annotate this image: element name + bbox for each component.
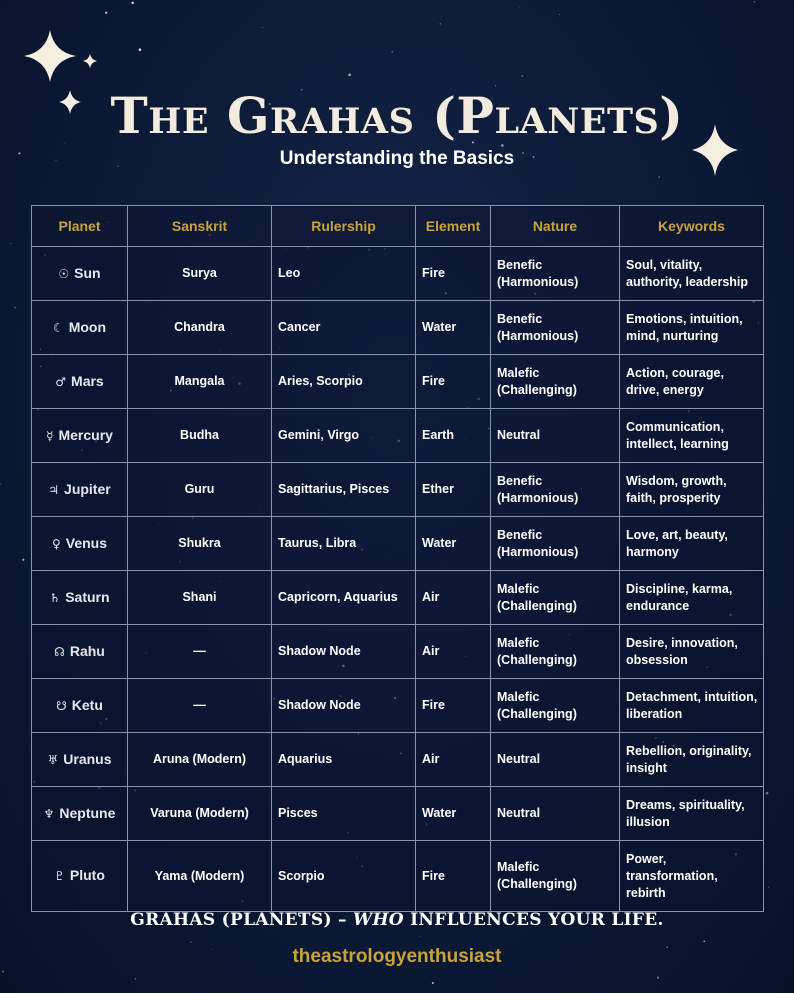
cell-keywords: Detachment, intuition, liberation bbox=[620, 679, 764, 733]
planet-symbol-icon: ♂ bbox=[55, 374, 67, 389]
sparkle-icon bbox=[24, 30, 76, 82]
star-dot bbox=[440, 23, 441, 24]
cell-nature: Malefic (Challenging) bbox=[491, 571, 620, 625]
star-dot bbox=[392, 51, 393, 52]
cell-keywords: Communication, intellect, learning bbox=[620, 409, 764, 463]
cell-rulership: Sagittarius, Pisces bbox=[272, 463, 416, 517]
star-dot bbox=[10, 243, 11, 244]
cell-sanskrit: — bbox=[128, 679, 272, 733]
planet-name: Mars bbox=[71, 372, 104, 389]
planet-name: Jupiter bbox=[64, 480, 111, 497]
cell-nature: Malefic (Challenging) bbox=[491, 841, 620, 912]
cell-planet bbox=[32, 679, 128, 733]
page-title: The Grahas (Planets) bbox=[110, 86, 684, 145]
brand-handle: theastrologyenthusiast bbox=[292, 946, 502, 967]
star-dot bbox=[703, 941, 704, 942]
star-dot bbox=[768, 887, 769, 888]
table-row bbox=[32, 841, 764, 912]
cell-keywords: Love, art, beauty, harmony bbox=[620, 517, 764, 571]
cell-keywords: Dreams, spirituality, illusion bbox=[620, 787, 764, 841]
cell-sanskrit: Yama (Modern) bbox=[128, 841, 272, 912]
table-row bbox=[32, 247, 764, 301]
cell-planet bbox=[32, 733, 128, 787]
cell-element: Water bbox=[416, 517, 491, 571]
cell-planet bbox=[32, 625, 128, 679]
table-row bbox=[32, 463, 764, 517]
cell-sanskrit: Surya bbox=[128, 247, 272, 301]
cell-planet bbox=[32, 841, 128, 912]
star-dot bbox=[0, 483, 1, 485]
cell-nature: Benefic (Harmonious) bbox=[491, 247, 620, 301]
cell-element: Fire bbox=[416, 679, 491, 733]
planet-symbol-icon: ♆ bbox=[43, 806, 55, 821]
table-row bbox=[32, 787, 764, 841]
star-dot bbox=[134, 37, 135, 38]
column-header-planet: Planet bbox=[32, 206, 128, 247]
table-row bbox=[32, 301, 764, 355]
planet-name: Saturn bbox=[65, 588, 110, 605]
cell-nature: Benefic (Harmonious) bbox=[491, 301, 620, 355]
cell-planet bbox=[32, 301, 128, 355]
planet-symbol-icon: ♅ bbox=[47, 752, 59, 767]
cell-nature: Benefic (Harmonious) bbox=[491, 517, 620, 571]
cell-sanskrit: Guru bbox=[128, 463, 272, 517]
table-row bbox=[32, 571, 764, 625]
planet-name: Rahu bbox=[69, 642, 105, 659]
cell-keywords: Action, courage, drive, energy bbox=[620, 355, 764, 409]
cell-element: Fire bbox=[416, 247, 491, 301]
planet-name: Uranus bbox=[63, 750, 112, 767]
planet-symbol-icon: ♇ bbox=[54, 869, 65, 883]
cell-rulership: Scorpio bbox=[272, 841, 416, 912]
star-dot bbox=[521, 75, 523, 77]
planet-name: Moon bbox=[68, 318, 107, 335]
cell-rulership: Pisces bbox=[272, 787, 416, 841]
cell-planet bbox=[32, 571, 128, 625]
cell-rulership: Taurus, Libra bbox=[272, 517, 416, 571]
sparkle-icon bbox=[83, 54, 97, 68]
star-dot bbox=[139, 48, 142, 51]
cell-planet bbox=[32, 517, 128, 571]
cell-keywords: Wisdom, growth, faith, prosperity bbox=[620, 463, 764, 517]
planet-symbol-icon: ♄ bbox=[49, 590, 61, 605]
cell-keywords: Discipline, karma, endurance bbox=[620, 571, 764, 625]
cell-rulership: Cancer bbox=[272, 301, 416, 355]
cell-nature: Malefic (Challenging) bbox=[491, 625, 620, 679]
cell-sanskrit: Varuna (Modern) bbox=[128, 787, 272, 841]
planet-symbol-icon: ☿ bbox=[46, 428, 54, 443]
cell-element: Air bbox=[416, 625, 491, 679]
cell-sanskrit: Mangala bbox=[128, 355, 272, 409]
column-header-nature: Nature bbox=[491, 206, 620, 247]
star-dot bbox=[14, 307, 16, 309]
planet-name: Ketu bbox=[71, 696, 103, 713]
cell-rulership: Gemini, Virgo bbox=[272, 409, 416, 463]
star-dot bbox=[766, 792, 769, 795]
star-dot bbox=[559, 14, 560, 15]
grahas-table-container bbox=[31, 205, 763, 912]
cell-nature: Neutral bbox=[491, 409, 620, 463]
star-dot bbox=[105, 12, 107, 14]
planet-name: Venus bbox=[65, 534, 108, 551]
table-row bbox=[32, 679, 764, 733]
star-dot bbox=[754, 1, 755, 2]
star-dot bbox=[190, 942, 191, 943]
column-header-element: Element bbox=[416, 206, 491, 247]
table-row bbox=[32, 733, 764, 787]
cell-planet bbox=[32, 355, 128, 409]
star-dot bbox=[22, 559, 24, 561]
footer-tagline bbox=[0, 910, 794, 930]
cell-rulership: Aries, Scorpio bbox=[272, 355, 416, 409]
cell-sanskrit: — bbox=[128, 625, 272, 679]
table-row bbox=[32, 625, 764, 679]
cell-nature: Malefic (Challenging) bbox=[491, 679, 620, 733]
cell-planet bbox=[32, 409, 128, 463]
star-dot bbox=[348, 74, 351, 77]
cell-element: Air bbox=[416, 571, 491, 625]
cell-element: Water bbox=[416, 301, 491, 355]
star-dot bbox=[419, 936, 420, 937]
star-dot bbox=[262, 27, 263, 28]
cell-nature: Neutral bbox=[491, 787, 620, 841]
cell-nature: Benefic (Harmonious) bbox=[491, 463, 620, 517]
footer-emphasis: WHO bbox=[353, 910, 404, 930]
footer-rest: INFLUENCES YOUR LIFE. bbox=[410, 910, 664, 930]
cell-element: Fire bbox=[416, 841, 491, 912]
planet-name: Mercury bbox=[58, 426, 113, 443]
planet-symbol-icon: ☊ bbox=[54, 644, 65, 659]
cell-element: Earth bbox=[416, 409, 491, 463]
cell-sanskrit: Shukra bbox=[128, 517, 272, 571]
table-row bbox=[32, 409, 764, 463]
cell-rulership: Shadow Node bbox=[272, 625, 416, 679]
cell-keywords: Desire, innovation, obsession bbox=[620, 625, 764, 679]
column-header-keywords: Keywords bbox=[620, 206, 764, 247]
star-dot bbox=[2, 971, 4, 973]
cell-rulership: Leo bbox=[272, 247, 416, 301]
planet-symbol-icon: ☾ bbox=[52, 320, 64, 335]
column-header-sanskrit: Sanskrit bbox=[128, 206, 272, 247]
star-dot bbox=[657, 976, 659, 978]
table-row bbox=[32, 355, 764, 409]
table-header-row bbox=[32, 206, 764, 247]
column-header-rulership: Rulership bbox=[272, 206, 416, 247]
cell-element: Ether bbox=[416, 463, 491, 517]
planet-name: Sun bbox=[74, 264, 101, 281]
cell-sanskrit: Chandra bbox=[128, 301, 272, 355]
cell-nature: Neutral bbox=[491, 733, 620, 787]
cell-element: Water bbox=[416, 787, 491, 841]
cell-sanskrit: Shani bbox=[128, 571, 272, 625]
cell-rulership: Aquarius bbox=[272, 733, 416, 787]
cell-nature: Malefic (Challenging) bbox=[491, 355, 620, 409]
table-body bbox=[32, 247, 764, 912]
star-dot bbox=[233, 991, 234, 992]
cell-keywords: Soul, vitality, authority, leadership bbox=[620, 247, 764, 301]
table-row bbox=[32, 517, 764, 571]
cell-rulership: Shadow Node bbox=[272, 679, 416, 733]
cell-sanskrit: Aruna (Modern) bbox=[128, 733, 272, 787]
cell-element: Fire bbox=[416, 355, 491, 409]
star-dot bbox=[131, 2, 133, 4]
cell-planet bbox=[32, 787, 128, 841]
page-subtitle: Understanding the Basics bbox=[279, 148, 515, 169]
planet-symbol-icon: ☉ bbox=[58, 266, 70, 281]
planet-name: Neptune bbox=[59, 804, 116, 821]
footer-lead: GRAHAS (PLANETS) – bbox=[130, 910, 347, 930]
cell-rulership: Capricorn, Aquarius bbox=[272, 571, 416, 625]
cell-keywords: Power, transformation, rebirth bbox=[620, 841, 764, 912]
grahas-table bbox=[31, 205, 764, 912]
cell-planet bbox=[32, 247, 128, 301]
star-dot bbox=[659, 176, 660, 177]
cell-keywords: Rebellion, originality, insight bbox=[620, 733, 764, 787]
planet-name: Pluto bbox=[69, 867, 105, 883]
cell-planet bbox=[32, 463, 128, 517]
star-dot bbox=[432, 982, 434, 984]
star-dot bbox=[519, 7, 520, 8]
planet-symbol-icon: ☋ bbox=[56, 698, 67, 713]
planet-symbol-icon: ♀ bbox=[51, 536, 61, 551]
planet-symbol-icon: ♃ bbox=[48, 482, 60, 497]
cell-sanskrit: Budha bbox=[128, 409, 272, 463]
cell-keywords: Emotions, intuition, mind, nurturing bbox=[620, 301, 764, 355]
cell-element: Air bbox=[416, 733, 491, 787]
star-dot bbox=[135, 978, 137, 980]
